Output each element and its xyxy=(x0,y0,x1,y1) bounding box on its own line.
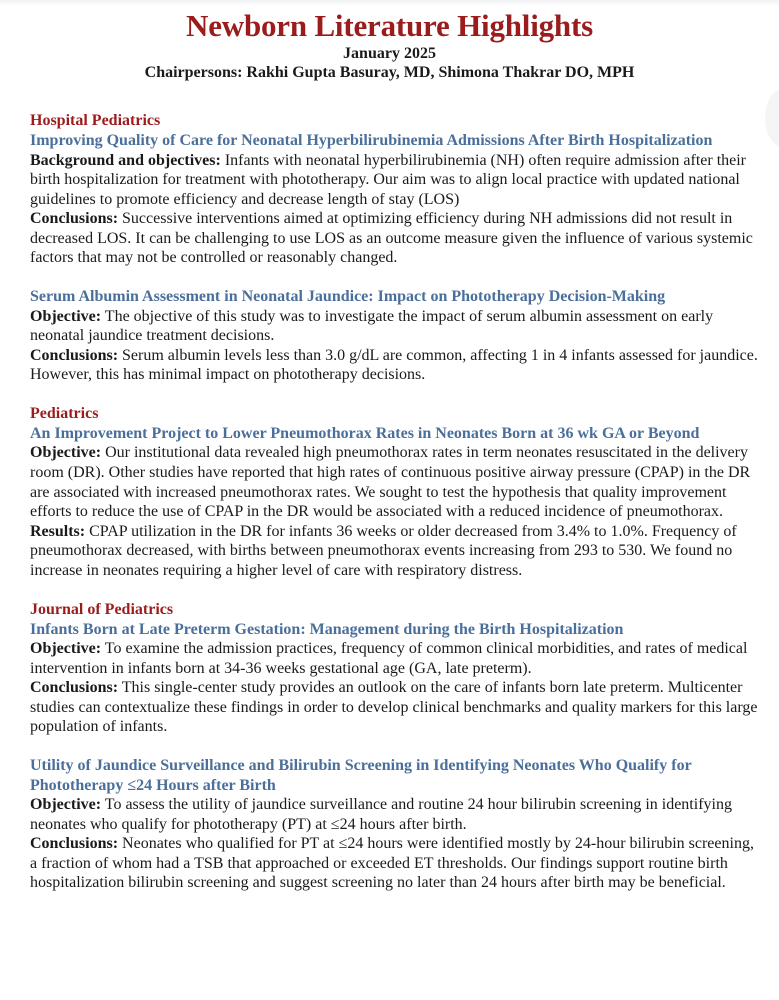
journal-name: Pediatrics xyxy=(30,404,99,422)
section-label: Background and objectives: xyxy=(30,151,221,169)
article-4 xyxy=(30,756,759,893)
journal-name: Hospital Pediatrics xyxy=(30,112,161,129)
document-header xyxy=(0,0,779,83)
section-text: To examine the admission practices, frequency of common clinical morbidities, and rates of medical intervention in infants born at 34-36 weeks gestational age (GA, late preterm). xyxy=(30,640,748,677)
article-section xyxy=(30,307,759,346)
article-section xyxy=(30,346,759,385)
section-label: Conclusions: xyxy=(30,835,119,853)
section-text: Neonates who qualified for PT at ≤24 hours were identified mostly by 24-hour bilirubin screening, a fraction of whom had a TSB that approached or exceeded ET thresholds. Our findings support routine birth hospitalization bilirubin screening and suggest screening no later than 24 hours after birth may be beneficial. xyxy=(30,835,754,892)
section-text: This single-center study provides an outlook on the care of infants born late preterm. Multicenter studies can contextualize these findings in order to develop clinical benchmarks and quality markers for this large population of infants. xyxy=(30,679,758,736)
issue-date: January 2025 xyxy=(343,45,436,62)
article-title[interactable]: Improving Quality of Care for Neonatal Hyperbilirubinemia Admissions After Birth Hospitalization xyxy=(30,132,713,149)
article-section xyxy=(30,151,759,210)
article-title[interactable]: Infants Born at Late Preterm Gestation: Management during the Birth Hospitalization xyxy=(30,620,624,638)
article-section xyxy=(30,678,759,737)
section-label: Objective: xyxy=(30,796,102,814)
section-label: Objective: xyxy=(30,444,102,462)
section-label: Conclusions: xyxy=(30,210,119,228)
document-title: Newborn Literature Highlights xyxy=(186,8,593,43)
article-section xyxy=(30,522,759,581)
journal-name: Journal of Pediatrics xyxy=(30,600,174,618)
article-3 xyxy=(30,600,759,737)
section-label: Objective: xyxy=(30,307,102,325)
section-text: The objective of this study was to investigate the impact of serum albumin assessment on early neonatal jaundice treatment decisions. xyxy=(30,307,714,345)
article-section xyxy=(30,639,759,678)
article-section xyxy=(30,443,759,521)
section-text: To assess the utility of jaundice surveillance and routine 24 hour bilirubin screening in identifying neonates who qualify for phototherapy (PT) at ≤24 hours after birth. xyxy=(30,796,732,833)
section-text: Successive interventions aimed at optimizing efficiency during NH admissions did not result in decreased LOS. It can be challenging to use LOS as an outcome measure given the influence of various systemic factors that may not be controlled or reasonably changed. xyxy=(30,210,753,267)
section-label: Objective: xyxy=(30,640,102,658)
article-section xyxy=(30,209,759,268)
section-text: CPAP utilization in the DR for infants 36 weeks or older decreased from 3.4% to 1.0%. Frequency of pneumothorax decreased, with births between pneumothorax events increasing from 293 to 530. We found no increase in neonates requiring a higher level of care with respiratory distress. xyxy=(30,522,737,579)
section-text: Infants with neonatal hyperbilirubinemia (NH) often require admission after their birth hospitalization for treatment with phototherapy. Our aim was to align local practice with updated national guidelines to promote efficiency and decrease length of stay (LOS) xyxy=(30,151,747,208)
section-label: Conclusions: xyxy=(30,346,119,364)
article-title[interactable]: Utility of Jaundice Surveillance and Bilirubin Screening in Identifying Neonates Who Qualify for Phototherapy ≤24 Hours after Birth xyxy=(30,757,692,794)
article-title[interactable]: An Improvement Project to Lower Pneumothorax Rates in Neonates Born at 36 wk GA or Beyond xyxy=(30,424,700,442)
article-title[interactable]: Serum Albumin Assessment in Neonatal Jaundice: Impact on Phototherapy Decision-Making xyxy=(30,288,666,306)
article-0 xyxy=(30,111,759,268)
section-label: Results: xyxy=(30,522,86,540)
chairpersons: Chairpersons: Rakhi Gupta Basuray, MD, Shimona Thakrar DO, MPH xyxy=(144,64,635,81)
article-section xyxy=(30,834,759,893)
section-label: Conclusions: xyxy=(30,679,119,697)
page-top-edge xyxy=(0,0,779,6)
section-text: Our institutional data revealed high pneumothorax rates in term neonates resuscitated in the delivery room (DR). Other studies have reported that high rates of continuous positive airway pressure (CPAP) in the DR are associated with increased pneumothorax rates. We sought to test the hypothesis that quality improvement efforts to reduce the use of CPAP in the DR would be associated with a reduced incidence of pneumothorax. xyxy=(30,444,751,521)
article-section xyxy=(30,795,759,834)
article-2 xyxy=(30,404,759,581)
article-1 xyxy=(30,287,759,385)
section-text: Serum albumin levels less than 3.0 g/dL are common, affecting 1 in 4 infants assessed for jaundice. However, this has minimal impact on phototherapy decisions. xyxy=(30,346,758,384)
articles-list xyxy=(0,83,779,893)
